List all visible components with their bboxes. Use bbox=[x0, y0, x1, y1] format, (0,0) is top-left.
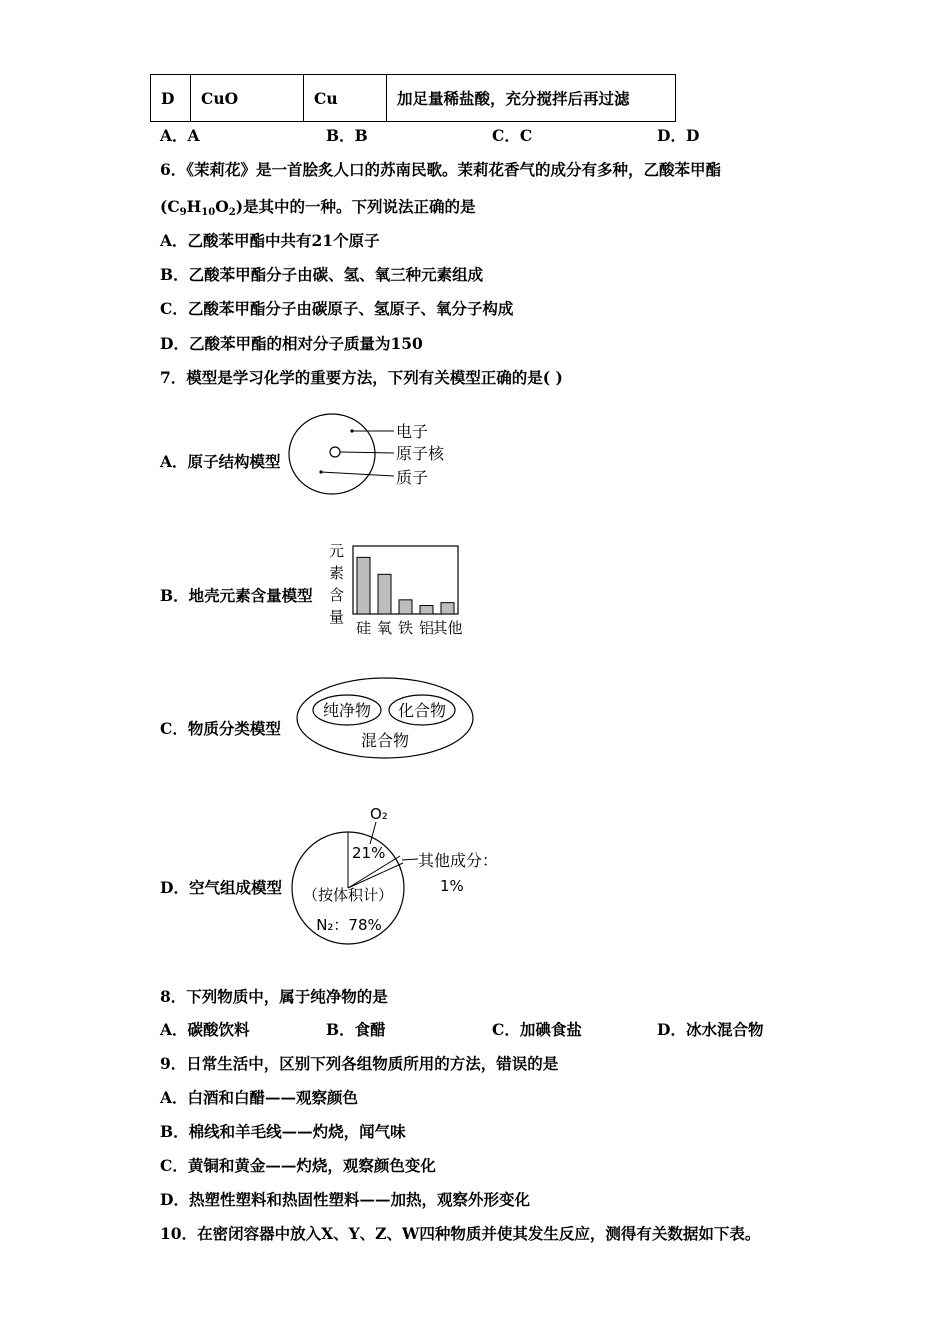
label-other-components: 其他成分： bbox=[418, 851, 499, 870]
leader-line-o2 bbox=[370, 822, 376, 844]
q7-option-b: B．地壳元素含量模型 bbox=[160, 586, 313, 605]
q8-option-a: A．碳酸饮料 bbox=[160, 1020, 250, 1039]
table-row bbox=[151, 75, 676, 122]
table-cell-impurity: Cu bbox=[304, 75, 387, 122]
label-21-percent: 21% bbox=[352, 844, 386, 862]
label-o2: O₂ bbox=[370, 805, 388, 823]
q7-option-c: C．物质分类模型 bbox=[160, 719, 281, 738]
q10-stem: 10．在密闭容器中放入X、Y、Z、W四种物质并使其发生反应，测得有关数据如下表。 bbox=[160, 1224, 761, 1243]
q6-option-b: B．乙酸苯甲酯分子由碳、氢、氧三种元素组成 bbox=[160, 265, 484, 284]
bar-2 bbox=[399, 600, 412, 614]
x-tick-label: 其他 bbox=[432, 619, 463, 637]
label-n2-78-percent: N₂：78% bbox=[316, 916, 382, 934]
label-nucleus: 原子核 bbox=[396, 444, 445, 463]
q6-stem-line1: 6．《茉莉花》是一首脍炙人口的苏南民歌。茉莉花香气的成分有多种，乙酸苯甲酯 bbox=[160, 160, 722, 179]
y-axis-label-char: 元 bbox=[329, 542, 345, 560]
crust-element-bar-chart bbox=[325, 538, 470, 642]
leader-line-other bbox=[402, 859, 418, 860]
q6-stem-line2: $(C_9H_{10}O_2)$是其中的一种。下列说法正确的是 bbox=[160, 197, 476, 218]
nucleus-circle bbox=[330, 447, 340, 457]
label-mixture: 混合物 bbox=[360, 731, 410, 750]
q8-stem: 8．下列物质中，属于纯净物的是 bbox=[160, 987, 388, 1006]
bar-3 bbox=[420, 606, 433, 615]
q8-option-d: D．冰水混合物 bbox=[657, 1020, 764, 1039]
table-cell-method: 加足量稀盐酸，充分搅拌后再过滤 bbox=[387, 75, 676, 122]
x-tick-label: 铁 bbox=[397, 619, 414, 637]
leader-line bbox=[340, 452, 394, 453]
bar-4 bbox=[441, 603, 454, 614]
y-axis-label-char: 含 bbox=[329, 586, 345, 604]
q9-option-b: B．棉线和羊毛线——灼烧，闻气味 bbox=[160, 1122, 406, 1141]
label-electron: 电子 bbox=[396, 422, 429, 441]
x-tick-label: 铝 bbox=[418, 619, 435, 637]
q5-option-a: A．A bbox=[160, 126, 200, 145]
q6-option-d: D．乙酸苯甲酯的相对分子质量为150 bbox=[160, 334, 423, 353]
atom-structure-diagram bbox=[288, 412, 458, 498]
y-axis-label-char: 量 bbox=[329, 608, 345, 626]
q7-option-d: D．空气组成模型 bbox=[160, 878, 282, 897]
q5-option-c: C．C bbox=[492, 126, 533, 145]
q5-option-b: B．B bbox=[326, 126, 368, 145]
bar-1 bbox=[378, 574, 391, 614]
q5-option-d: D．D bbox=[657, 126, 700, 145]
answer-table bbox=[150, 74, 676, 122]
label-proton: 质子 bbox=[396, 468, 429, 487]
pie-divider bbox=[348, 863, 403, 888]
leader-line bbox=[321, 472, 394, 476]
atom-outline bbox=[289, 414, 375, 494]
x-tick-label: 氧 bbox=[376, 619, 393, 637]
q9-option-a: A．白酒和白醋——观察颜色 bbox=[160, 1088, 359, 1107]
y-axis-label-char: 素 bbox=[329, 564, 345, 582]
q8-option-b: B．食醋 bbox=[326, 1020, 386, 1039]
q8-option-c: C．加碘食盐 bbox=[492, 1020, 582, 1039]
label-pure-substance: 纯净物 bbox=[322, 701, 372, 720]
x-tick-label: 硅 bbox=[355, 619, 372, 637]
substance-classification-diagram bbox=[294, 675, 476, 761]
label-by-volume: （按体积计） bbox=[302, 886, 394, 904]
table-cell-substance: CuO bbox=[191, 75, 304, 122]
q9-stem: 9．日常生活中，区别下列各组物质所用的方法，错误的是 bbox=[160, 1054, 559, 1073]
q9-option-c: C．黄铜和黄金——灼烧，观察颜色变化 bbox=[160, 1156, 436, 1175]
label-compound: 化合物 bbox=[397, 701, 447, 720]
table-cell-option: D bbox=[151, 75, 191, 122]
air-composition-pie bbox=[290, 800, 510, 950]
q7-stem: 7．模型是学习化学的重要方法，下列有关模型正确的是( ) bbox=[160, 368, 563, 387]
q9-option-d: D．热塑性塑料和热固性塑料——加热，观察外形变化 bbox=[160, 1190, 530, 1209]
q6-option-c: C．乙酸苯甲酯分子由碳原子、氢原子、氧分子构成 bbox=[160, 299, 514, 318]
label-1-percent: 1% bbox=[440, 877, 464, 895]
q7-option-a: A．原子结构模型 bbox=[160, 452, 281, 471]
q6-option-a: A．乙酸苯甲酯中共有21个原子 bbox=[160, 231, 380, 250]
bar-0 bbox=[357, 557, 370, 614]
